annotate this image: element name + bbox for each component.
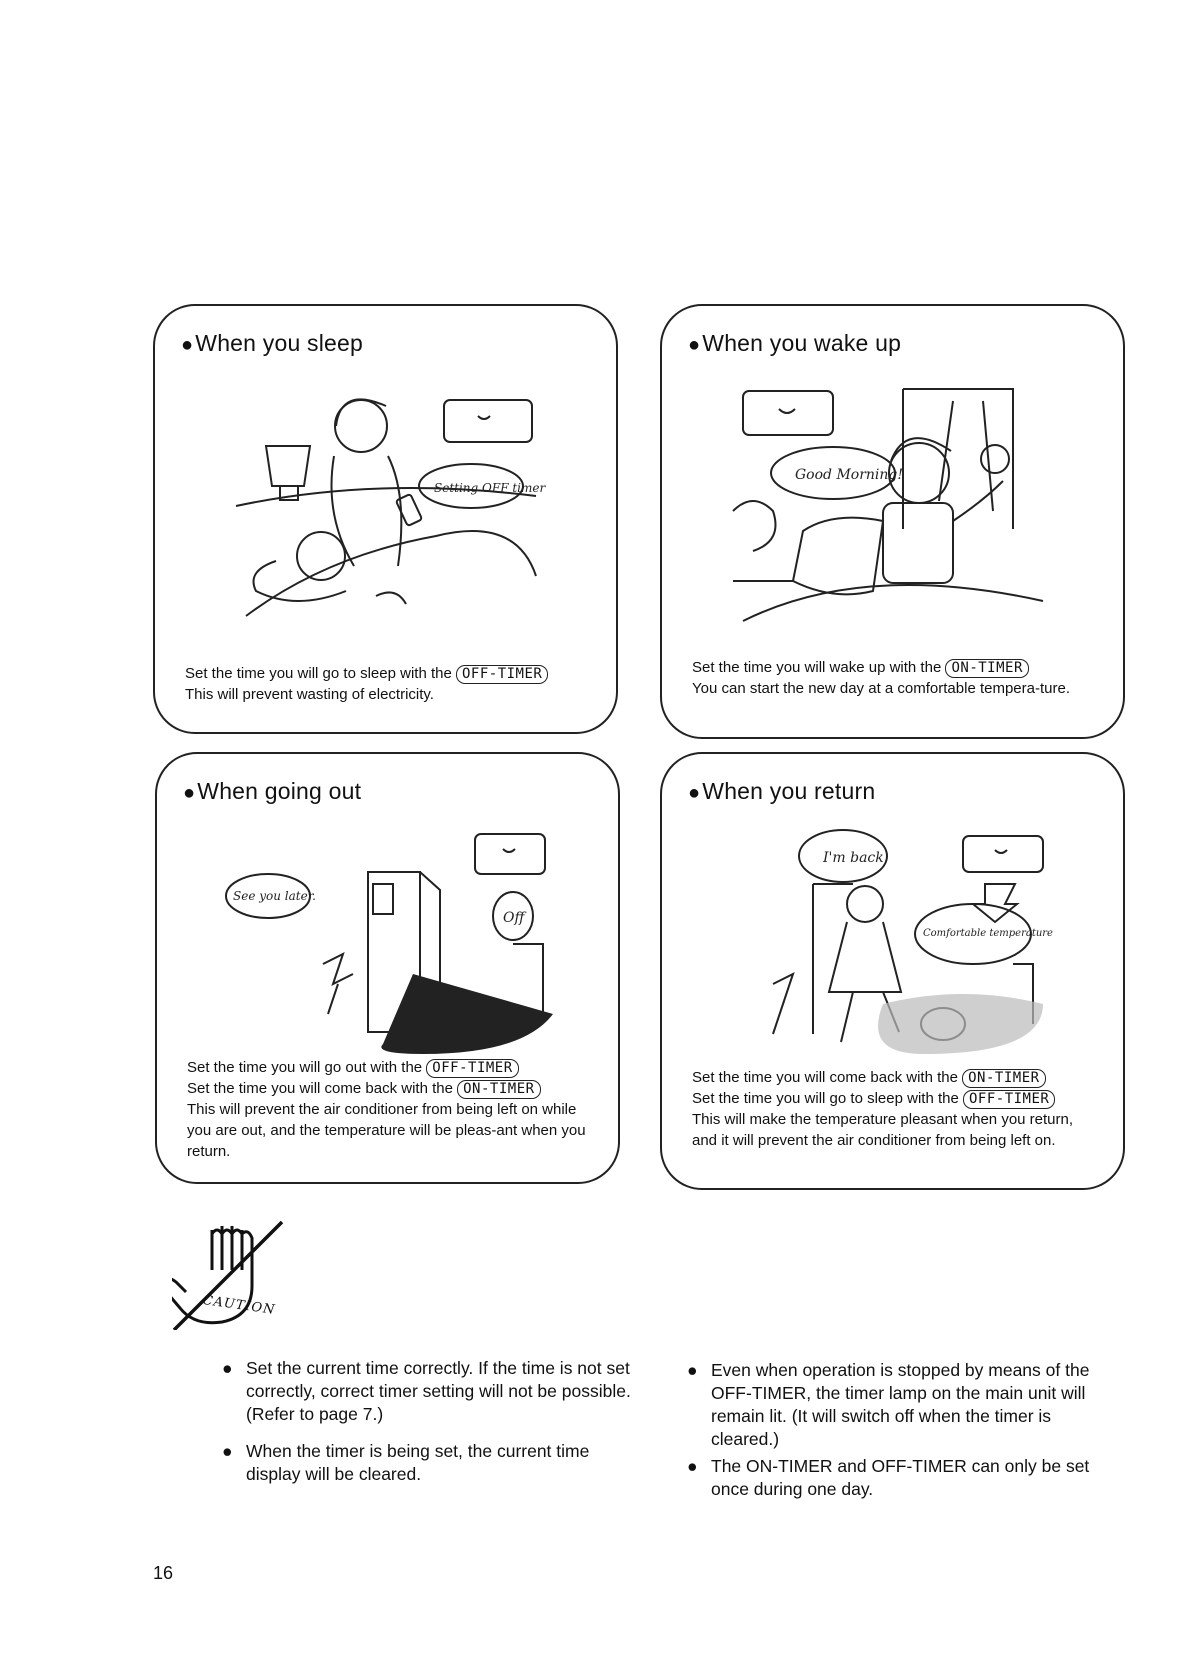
sleep-speech-bubble: Setting OFF timer [433, 481, 545, 495]
on-timer-button: ON-TIMER [457, 1080, 540, 1099]
panel-when-you-sleep [153, 304, 618, 734]
on-timer-button: ON-TIMER [962, 1069, 1045, 1088]
off-timer-button: OFF-TIMER [426, 1059, 518, 1078]
wake-up-speech-bubble: Good Morning! [794, 467, 903, 483]
off-speech-bubble: Off [502, 910, 524, 926]
panel-title: ●When you return [688, 778, 876, 804]
sleep-illustration [226, 386, 546, 636]
panel-when-you-return [660, 752, 1125, 1190]
return-illustration [733, 824, 1053, 1064]
wake-up-illustration [723, 381, 1063, 631]
on-timer-button: ON-TIMER [945, 659, 1028, 678]
return-speech-bubble: I'm back. [822, 850, 888, 866]
caution-note: ● Set the current time correctly. If the time is not set correctly, correct timer setting will not be possible. (Refer to page 7.) [222, 1358, 631, 1424]
panel-when-going-out [155, 752, 620, 1184]
caution-note: ● The ON-TIMER and OFF-TIMER can only be set once during one day. [687, 1456, 1090, 1499]
caution-note: ● When the timer is being set, the current time display will be cleared. [222, 1441, 590, 1484]
panel-text: Set the time you will go out with the OFF-TIMER Set the time you will come back with the ON-TIMER This will prevent the air conditioner from being left on while you are out, and the temperature will be pleas-ant when you return. [187, 1059, 586, 1160]
caution-hand-icon [172, 1220, 292, 1330]
panel-text: Set the time you will wake up with the ON-TIMER You can start the new day at a comfortable tempera-ture. [692, 659, 1070, 697]
panel-title: ●When you sleep [181, 330, 364, 356]
caution-note: ● Even when operation is stopped by means of the OFF-TIMER, the timer lamp on the main unit will remain lit. (It will switch off when the timer is cleared.) [687, 1360, 1090, 1449]
panel-when-you-wake-up [660, 304, 1125, 739]
comfortable-speech-bubble: Comfortable temperature [922, 928, 1053, 939]
panel-title: ●When you wake up [688, 330, 902, 356]
panel-text: Set the time you will go to sleep with the OFF-TIMER This will prevent wasting of electricity. [185, 663, 590, 705]
panel-text: Set the time you will come back with the ON-TIMER Set the time you will go to sleep with the OFF-TIMER This will make the temperature pleasant when you return, and it will prevent the air conditioner from being left on. [692, 1069, 1074, 1149]
page-number: 16 [153, 1563, 174, 1583]
caution-label: CAUTION [201, 1292, 277, 1318]
caution-notes-left [222, 1357, 642, 1500]
going-out-illustration [223, 824, 553, 1054]
caution-notes-right [687, 1359, 1112, 1515]
panel-title: ●When going out [183, 778, 362, 804]
off-timer-button: OFF-TIMER [963, 1090, 1055, 1109]
going-out-speech-bubble: See you later. [232, 889, 316, 903]
off-timer-button: OFF-TIMER [456, 665, 548, 684]
